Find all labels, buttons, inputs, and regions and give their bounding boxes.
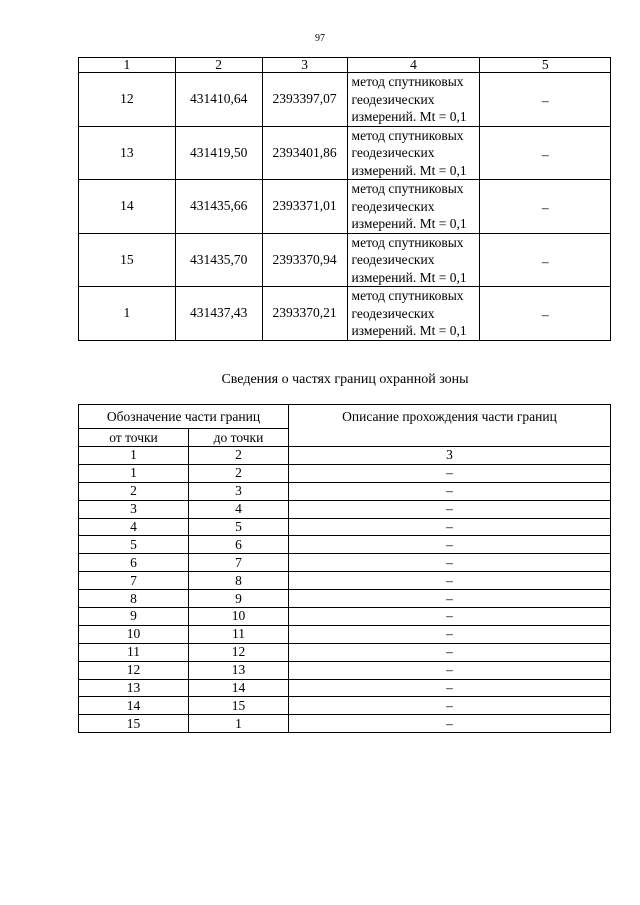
x-coordinate-cell: 431410,64 <box>175 73 262 127</box>
x-coordinate-cell: 431437,43 <box>175 287 262 341</box>
point-number-cell: 12 <box>79 73 176 127</box>
table-row <box>79 679 611 697</box>
table-row <box>79 500 611 518</box>
table-row <box>79 126 611 180</box>
description-header: Описание прохождения части границ <box>289 405 611 447</box>
description-cell: – <box>289 643 611 661</box>
table-row <box>79 233 611 287</box>
column-number: 3 <box>289 447 611 465</box>
description-cell: – <box>289 554 611 572</box>
coords-header-cell: 5 <box>480 58 611 73</box>
method-line: геодезических <box>351 252 435 267</box>
description-cell: – <box>289 482 611 500</box>
method-line: измерений. Mt = 0,1 <box>351 216 467 231</box>
to-point-cell: 9 <box>189 590 289 608</box>
parts-number-row <box>79 447 611 465</box>
to-point-cell: 12 <box>189 643 289 661</box>
table-row <box>79 554 611 572</box>
description-cell: – <box>289 572 611 590</box>
method-line: геодезических <box>351 305 435 321</box>
from-point-cell: 5 <box>79 536 189 554</box>
to-point-header: до точки <box>189 429 289 447</box>
from-point-cell: 12 <box>79 661 189 679</box>
description-cell: – <box>289 697 611 715</box>
from-point-cell: 7 <box>79 572 189 590</box>
method-line: метод спутниковых <box>351 234 464 250</box>
y-coordinate-cell: 2393370,21 <box>262 287 347 341</box>
coords-header-row <box>79 58 611 73</box>
to-point-cell: 8 <box>189 572 289 590</box>
table-row <box>79 625 611 643</box>
to-point-cell: 6 <box>189 536 289 554</box>
coords-header-cell: 3 <box>262 58 347 73</box>
method-line: геодезических <box>351 198 435 214</box>
description-cell: – <box>289 500 611 518</box>
coords-header-cell: 1 <box>79 58 176 73</box>
to-point-cell: 1 <box>189 715 289 733</box>
to-point-cell: 4 <box>189 500 289 518</box>
description-cell: – <box>289 661 611 679</box>
description-cell: – <box>289 608 611 626</box>
coords-header-cell: 2 <box>175 58 262 73</box>
table-row <box>79 608 611 626</box>
section-title: Сведения о частях границ охранной зоны <box>221 372 469 387</box>
coords-header-cell: 4 <box>347 58 480 73</box>
column-number: 1 <box>79 447 189 465</box>
table-row <box>79 590 611 608</box>
note-cell: – <box>480 287 611 341</box>
from-point-cell: 11 <box>79 643 189 661</box>
point-number-cell: 15 <box>79 233 176 287</box>
table-row <box>79 643 611 661</box>
designation-header: Обозначение части границ <box>79 405 289 429</box>
description-cell: – <box>289 518 611 536</box>
table-row <box>79 661 611 679</box>
method-cell <box>347 180 480 234</box>
method-line: метод спутниковых <box>351 181 464 196</box>
point-number-cell: 14 <box>79 180 176 234</box>
column-number: 2 <box>189 447 289 465</box>
description-cell: – <box>289 679 611 697</box>
to-point-cell: 5 <box>189 518 289 536</box>
table-row <box>79 482 611 500</box>
method-cell <box>347 233 480 287</box>
description-cell: – <box>289 536 611 554</box>
method-line: измерений. Mt = 0,1 <box>351 162 467 178</box>
to-point-cell: 13 <box>189 661 289 679</box>
from-point-cell: 14 <box>79 697 189 715</box>
method-line: измерений. Mt = 0,1 <box>351 269 467 285</box>
from-point-cell: 3 <box>79 500 189 518</box>
description-cell: – <box>289 464 611 482</box>
y-coordinate-cell: 2393397,07 <box>262 73 347 127</box>
note-cell: – <box>480 73 611 127</box>
from-point-cell: 8 <box>79 590 189 608</box>
method-cell <box>347 287 480 341</box>
table-row <box>79 697 611 715</box>
from-point-cell: 9 <box>79 608 189 626</box>
method-cell <box>347 126 480 180</box>
table-row <box>79 715 611 733</box>
from-point-cell: 10 <box>79 625 189 643</box>
from-point-cell: 6 <box>79 554 189 572</box>
x-coordinate-cell: 431435,66 <box>175 180 262 234</box>
method-line: геодезических <box>351 91 435 107</box>
description-cell: – <box>289 625 611 643</box>
to-point-cell: 14 <box>189 679 289 697</box>
to-point-cell: 7 <box>189 554 289 572</box>
point-number-cell: 13 <box>79 126 176 180</box>
method-line: измерений. Mt = 0,1 <box>351 109 467 124</box>
from-point-cell: 4 <box>79 518 189 536</box>
to-point-cell: 10 <box>189 608 289 626</box>
point-number-cell: 1 <box>79 287 176 341</box>
from-point-cell: 2 <box>79 482 189 500</box>
note-cell: – <box>480 180 611 234</box>
x-coordinate-cell: 431419,50 <box>175 126 262 180</box>
table-row <box>79 536 611 554</box>
method-line: измерений. Mt = 0,1 <box>351 323 467 338</box>
to-point-cell: 15 <box>189 697 289 715</box>
table-row <box>79 464 611 482</box>
method-cell <box>347 73 480 127</box>
parts-header-row <box>79 405 611 429</box>
to-point-cell: 11 <box>189 625 289 643</box>
note-cell: – <box>480 126 611 180</box>
description-cell: – <box>289 715 611 733</box>
table-row <box>79 572 611 590</box>
table-row <box>79 287 611 341</box>
to-point-cell: 2 <box>189 464 289 482</box>
table-row <box>79 73 611 127</box>
y-coordinate-cell: 2393370,94 <box>262 233 347 287</box>
to-point-cell: 3 <box>189 482 289 500</box>
method-line: метод спутниковых <box>351 127 464 143</box>
from-point-cell: 1 <box>79 464 189 482</box>
method-line: геодезических <box>351 145 435 160</box>
from-point-cell: 15 <box>79 715 189 733</box>
method-line: метод спутниковых <box>351 288 464 303</box>
description-cell: – <box>289 590 611 608</box>
coordinates-table <box>78 57 611 341</box>
table-row <box>79 180 611 234</box>
y-coordinate-cell: 2393401,86 <box>262 126 347 180</box>
y-coordinate-cell: 2393371,01 <box>262 180 347 234</box>
page-number: 97 <box>315 33 325 44</box>
from-point-cell: 13 <box>79 679 189 697</box>
from-point-header: от точки <box>79 429 189 447</box>
table-row <box>79 518 611 536</box>
boundary-parts-table <box>78 404 611 733</box>
method-line: метод спутниковых <box>351 74 464 89</box>
x-coordinate-cell: 431435,70 <box>175 233 262 287</box>
note-cell: – <box>480 233 611 287</box>
